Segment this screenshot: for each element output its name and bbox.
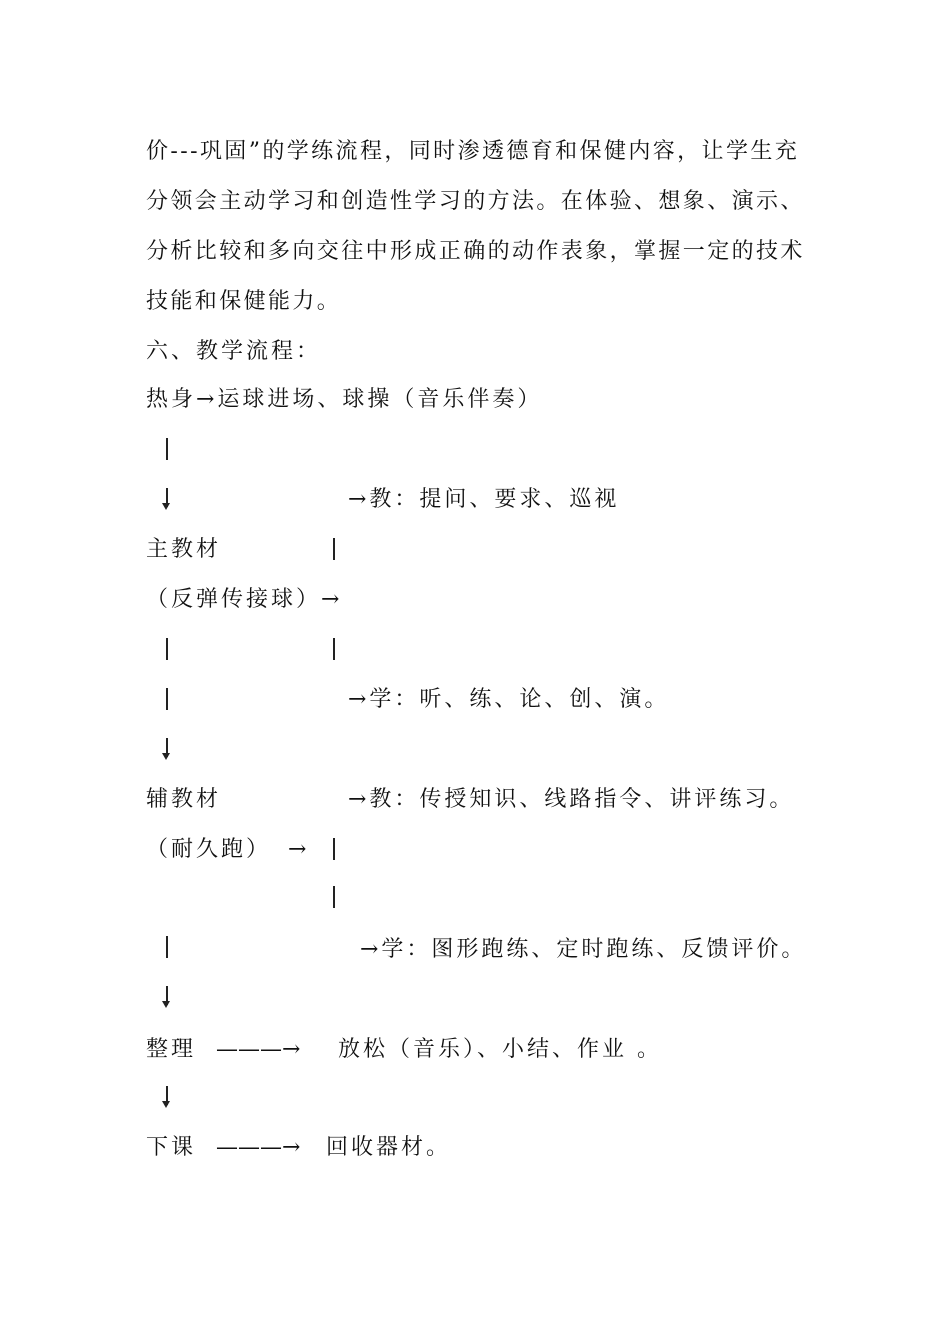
long-arrow-icon: ———→ [216, 1135, 301, 1160]
flow-end-text: 回收器材。 [326, 1135, 452, 1160]
flow-connector [166, 638, 168, 660]
down-arrow-icon [161, 1086, 173, 1108]
flow-main-student: →学：听、练、论、创、演。 [348, 687, 670, 712]
flow-main-sub: （反弹传接球）→ [146, 587, 343, 612]
paragraph-line-4: 技能和保健能力。 [146, 289, 342, 314]
down-arrow-icon [161, 738, 173, 760]
paragraph-line-2: 分领会主动学习和创造性学习的方法。在体验、想象、演示、 [146, 189, 805, 214]
flow-connector [166, 438, 168, 460]
paragraph-line-3: 分析比较和多向交往中形成正确的动作表象，掌握一定的技术 [146, 239, 805, 264]
paragraph-line-1: 价---巩固”的学练流程，同时渗透德育和保健内容，让学生充 [146, 139, 800, 164]
flow-cooldown-label: 整理 [146, 1037, 197, 1062]
flow-connector [166, 688, 168, 710]
section-heading: 六、教学流程： [146, 339, 322, 364]
down-arrow-icon [161, 986, 173, 1008]
flow-connector [333, 838, 335, 860]
flow-end-label: 下课 [146, 1135, 197, 1160]
down-arrow-icon [161, 488, 173, 510]
flow-aux-student: →学：图形跑练、定时跑练、反馈评价。 [360, 937, 807, 962]
flow-aux-sub: （耐久跑） [146, 837, 272, 862]
flow-main-teacher: →教：提问、要求、巡视 [348, 487, 620, 512]
flow-connector [333, 886, 335, 908]
flow-main-label: 主教材 [146, 537, 222, 562]
right-arrow-icon: → [288, 837, 310, 862]
flow-aux-label: 辅教材 [146, 787, 222, 812]
flow-warmup: 热身→运球进场、球操（音乐伴奏） [146, 387, 543, 412]
long-arrow-icon: ———→ [216, 1037, 301, 1062]
flow-cooldown-text: 放松（音乐）、小结、作业 。 [338, 1037, 662, 1062]
flow-aux-teacher: →教：传授知识、线路指令、讲评练习。 [348, 787, 795, 812]
flow-connector [333, 538, 335, 560]
flow-connector [166, 936, 168, 958]
flow-connector [333, 638, 335, 660]
